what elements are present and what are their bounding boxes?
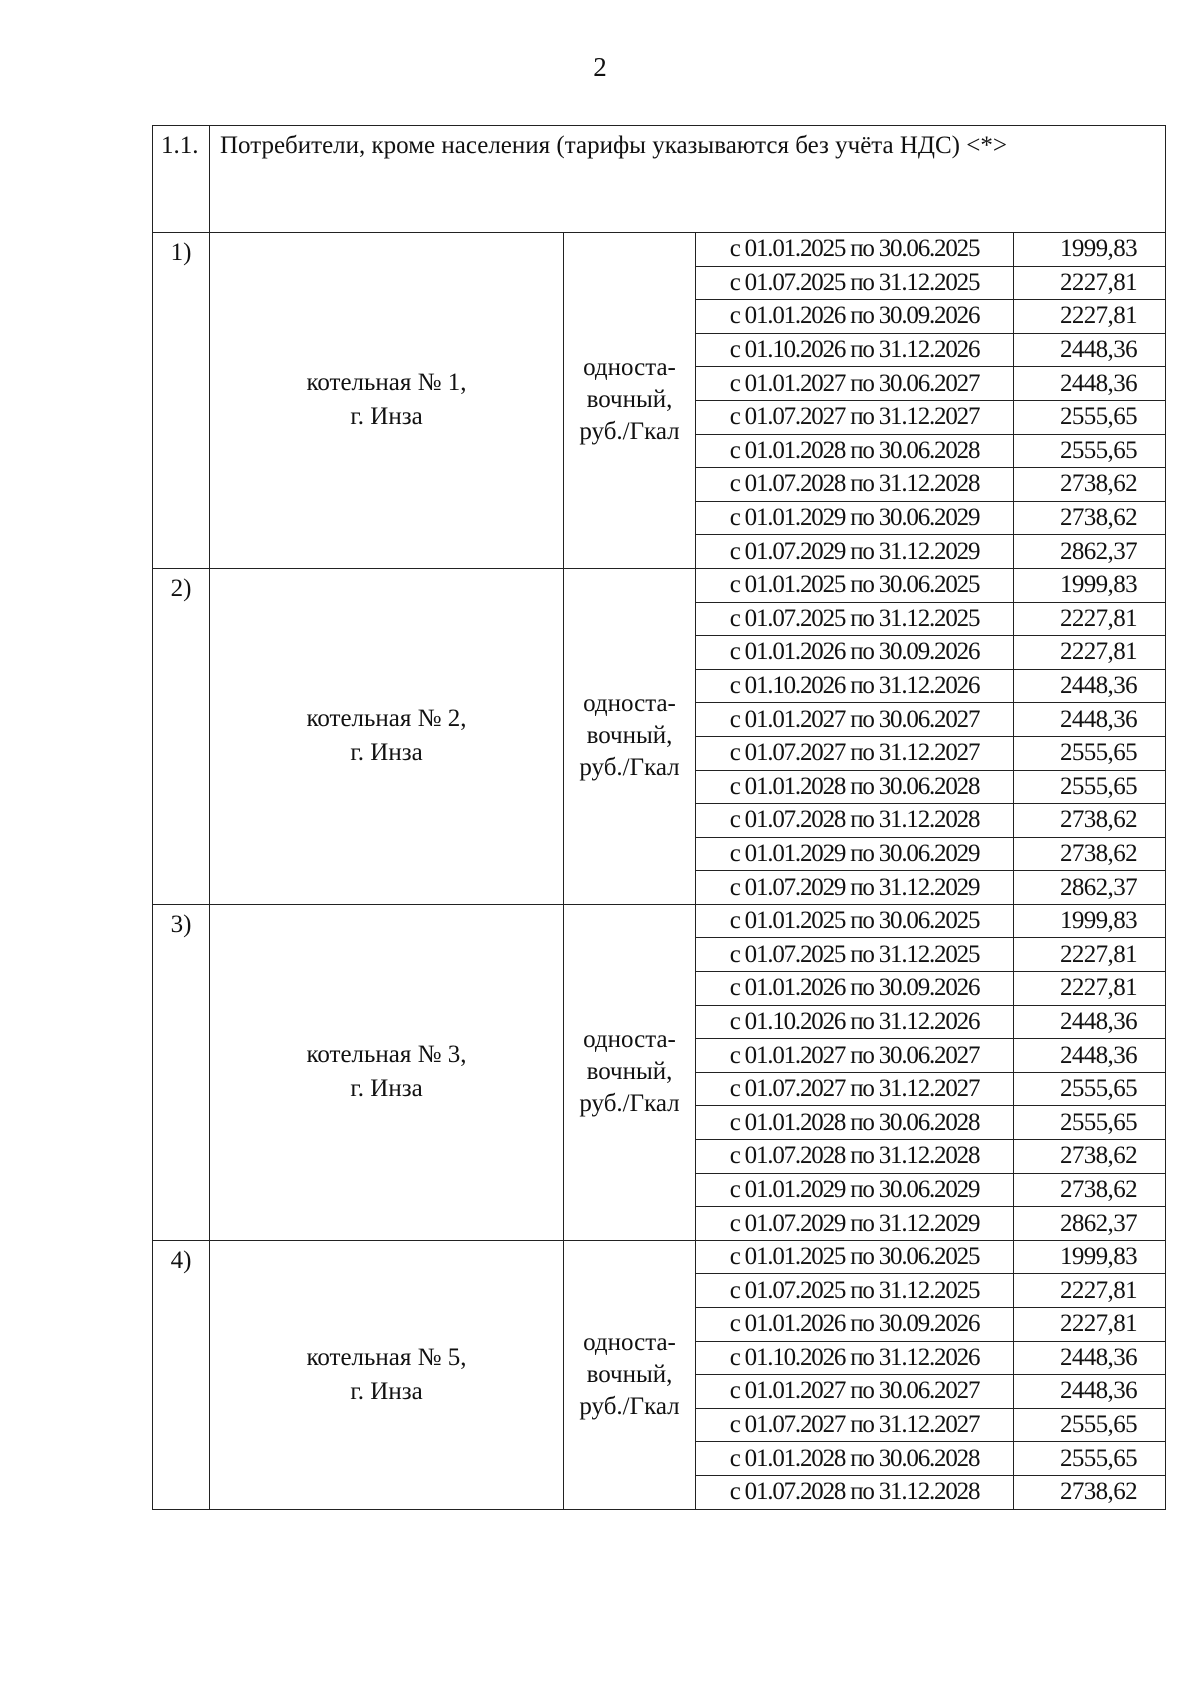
tariff-period: с 01.07.2027 по 31.12.2027 [696,1072,1014,1106]
tariff-period: с 01.07.2028 по 31.12.2028 [696,1140,1014,1174]
tariff-unit-line: вочный, [586,1058,673,1086]
block-number: 3) [153,904,210,1240]
tariff-value: 2555,65 [1014,434,1166,468]
tariff-period: с 01.07.2028 по 31.12.2028 [696,804,1014,838]
tariff-value: 2738,62 [1014,501,1166,535]
tariff-period: с 01.07.2025 по 31.12.2025 [696,602,1014,636]
tariff-period: с 01.01.2026 по 30.09.2026 [696,636,1014,670]
tariff-period: с 01.10.2026 по 31.12.2026 [696,1341,1014,1375]
tariff-value: 2227,81 [1014,300,1166,334]
tariff-value: 2448,36 [1014,367,1166,401]
tariff-period: с 01.07.2027 по 31.12.2027 [696,736,1014,770]
tariff-row [153,1240,1166,1274]
tariff-unit-cell [564,1240,696,1509]
tariff-period: с 01.01.2027 по 30.06.2027 [696,367,1014,401]
boiler-name-line: котельная № 1, [306,369,467,397]
block-number: 4) [153,1240,210,1509]
tariff-value: 2555,65 [1014,1106,1166,1140]
boiler-name-line: котельная № 3, [306,1041,467,1069]
tariff-period: с 01.01.2026 по 30.09.2026 [696,300,1014,334]
tariff-period: с 01.01.2029 по 30.06.2029 [696,1173,1014,1207]
tariff-period: с 01.07.2027 по 31.12.2027 [696,400,1014,434]
tariff-value: 2555,65 [1014,1442,1166,1476]
tariff-value: 2738,62 [1014,1140,1166,1174]
tariff-period: с 01.07.2029 по 31.12.2029 [696,535,1014,569]
tariff-period: с 01.01.2027 по 30.06.2027 [696,703,1014,737]
tariff-value: 1999,83 [1014,233,1166,267]
tariff-value: 2448,36 [1014,703,1166,737]
tariff-value: 2555,65 [1014,1072,1166,1106]
page-number: 2 [593,52,607,82]
tariff-row [153,233,1166,267]
tariff-period: с 01.07.2028 по 31.12.2028 [696,468,1014,502]
tariff-period: с 01.10.2026 по 31.12.2026 [696,1005,1014,1039]
tariff-period: с 01.07.2025 по 31.12.2025 [696,266,1014,300]
boiler-name-line: котельная № 5, [306,1343,467,1371]
tariff-value: 2227,81 [1014,1308,1166,1342]
tariff-period: с 01.07.2029 по 31.12.2029 [696,871,1014,905]
tariff-unit-line: руб./Гкал [579,418,680,446]
tariff-period: с 01.01.2026 по 30.09.2026 [696,1308,1014,1342]
tariff-period: с 01.01.2025 по 30.06.2025 [696,233,1014,267]
tariff-period: с 01.07.2025 по 31.12.2025 [696,1274,1014,1308]
tariff-period: с 01.01.2025 по 30.06.2025 [696,568,1014,602]
tariff-period: с 01.01.2026 по 30.09.2026 [696,972,1014,1006]
section-header-row [153,126,1166,233]
tariff-period: с 01.07.2025 по 31.12.2025 [696,938,1014,972]
boiler-name-cell [210,1240,564,1509]
tariff-value: 2862,37 [1014,1207,1166,1241]
tariff-value: 1999,83 [1014,568,1166,602]
section-number: 1.1. [153,126,210,233]
tariff-period: с 01.01.2025 по 30.06.2025 [696,1240,1014,1274]
tariff-unit-line: односта- [583,1328,676,1356]
tariff-value: 2738,62 [1014,468,1166,502]
tariff-value: 2227,81 [1014,938,1166,972]
tariff-unit-line: односта- [583,1026,676,1054]
tariff-period: с 01.01.2028 по 30.06.2028 [696,1442,1014,1476]
tariff-value: 2448,36 [1014,1341,1166,1375]
tariff-unit-line: руб./Гкал [579,754,680,782]
tariff-period: с 01.07.2027 по 31.12.2027 [696,1408,1014,1442]
tariff-unit-line: односта- [583,354,676,382]
tariff-value: 1999,83 [1014,904,1166,938]
tariff-unit-line: руб./Гкал [579,1392,680,1420]
boiler-name-line: г. Инза [350,739,423,767]
boiler-name-line: котельная № 2, [306,705,467,733]
tariff-value: 2738,62 [1014,804,1166,838]
tariff-unit-line: вочный, [586,722,673,750]
boiler-name-line: г. Инза [350,1075,423,1103]
tariff-value: 2448,36 [1014,333,1166,367]
tariff-row [153,568,1166,602]
tariff-unit-line: вочный, [586,386,673,414]
tariff-value: 2227,81 [1014,266,1166,300]
block-number: 2) [153,568,210,904]
boiler-name-line: г. Инза [350,403,423,431]
tariff-value: 2555,65 [1014,736,1166,770]
tariff-period: с 01.01.2029 по 30.06.2029 [696,837,1014,871]
tariff-table [152,125,1166,1510]
tariff-value: 1999,83 [1014,1240,1166,1274]
tariff-period: с 01.01.2027 по 30.06.2027 [696,1375,1014,1409]
tariff-period: с 01.07.2028 по 31.12.2028 [696,1475,1014,1509]
tariff-value: 2227,81 [1014,602,1166,636]
tariff-unit-cell [564,904,696,1240]
tariff-value: 2227,81 [1014,636,1166,670]
tariff-value: 2227,81 [1014,1274,1166,1308]
tariff-value: 2862,37 [1014,535,1166,569]
tariff-period: с 01.01.2028 по 30.06.2028 [696,1106,1014,1140]
boiler-name-cell [210,233,564,569]
tariff-period: с 01.01.2028 по 30.06.2028 [696,770,1014,804]
tariff-period: с 01.01.2025 по 30.06.2025 [696,904,1014,938]
boiler-name-line: г. Инза [350,1377,423,1405]
block-number: 1) [153,233,210,569]
tariff-value: 2555,65 [1014,770,1166,804]
tariff-value: 2738,62 [1014,837,1166,871]
tariff-value: 2227,81 [1014,972,1166,1006]
tariff-value: 2448,36 [1014,1039,1166,1073]
tariff-value: 2555,65 [1014,1408,1166,1442]
tariff-period: с 01.01.2027 по 30.06.2027 [696,1039,1014,1073]
tariff-value: 2448,36 [1014,1375,1166,1409]
tariff-period: с 01.10.2026 по 31.12.2026 [696,333,1014,367]
tariff-unit-line: вочный, [586,1360,673,1388]
tariff-value: 2555,65 [1014,400,1166,434]
tariff-unit-line: руб./Гкал [579,1090,680,1118]
tariff-period: с 01.01.2028 по 30.06.2028 [696,434,1014,468]
tariff-unit-cell [564,568,696,904]
tariff-value: 2738,62 [1014,1475,1166,1509]
tariff-unit-cell [564,233,696,569]
boiler-name-cell [210,568,564,904]
tariff-value: 2862,37 [1014,871,1166,905]
boiler-name-cell [210,904,564,1240]
tariff-unit-line: односта- [583,690,676,718]
section-title: Потребители, кроме населения (тарифы указываются без учёта НДС) <*> [210,126,1166,233]
tariff-period: с 01.10.2026 по 31.12.2026 [696,669,1014,703]
tariff-value: 2448,36 [1014,669,1166,703]
tariff-row [153,904,1166,938]
tariff-period: с 01.01.2029 по 30.06.2029 [696,501,1014,535]
tariff-period: с 01.07.2029 по 31.12.2029 [696,1207,1014,1241]
tariff-value: 2738,62 [1014,1173,1166,1207]
tariff-value: 2448,36 [1014,1005,1166,1039]
